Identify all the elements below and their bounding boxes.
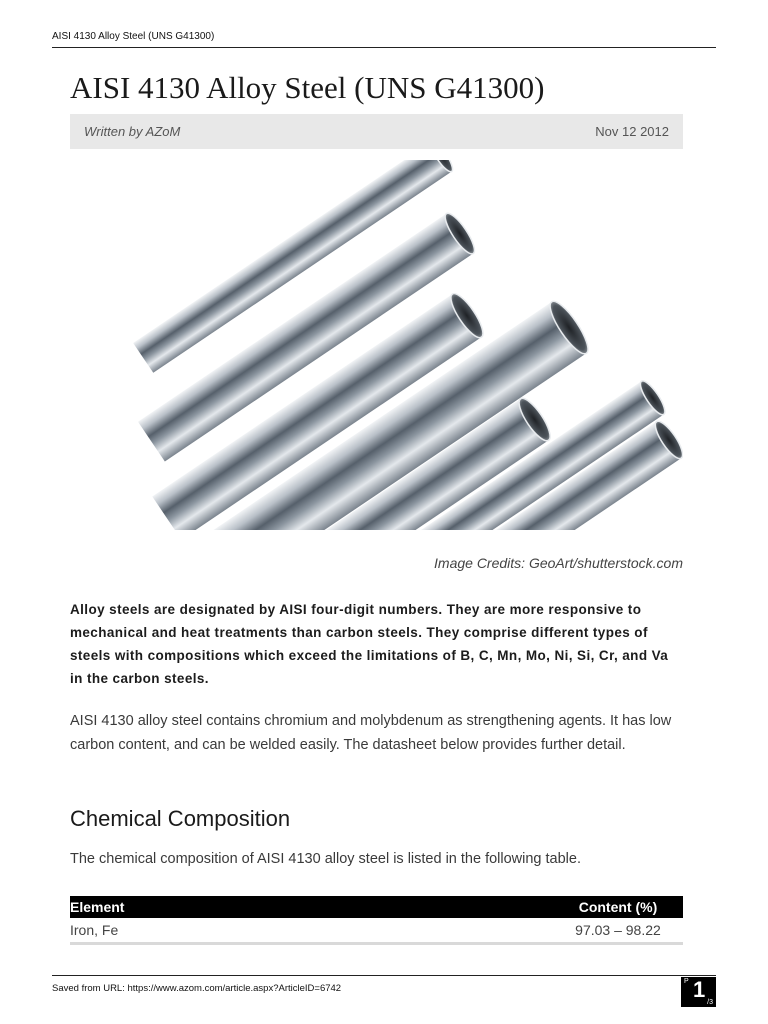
footer-divider (52, 975, 716, 976)
article-meta-bar (70, 114, 683, 149)
steel-tubes-image (70, 160, 683, 530)
running-header-title: AISI 4130 Alloy Steel (UNS G41300) (52, 31, 215, 42)
image-credit: Image Credits: GeoArt/shutterstock.com (434, 555, 683, 571)
section-heading: Chemical Composition (70, 806, 291, 831)
saved-from-url: Saved from URL: https://www.azom.com/article.aspx?ArticleID=6742 (52, 983, 342, 994)
page-total: /3 (707, 999, 713, 1006)
article-title: AISI 4130 Alloy Steel (UNS G41300) (70, 70, 545, 105)
composition-table (70, 896, 683, 945)
page-label: P (684, 978, 689, 985)
column-header-element: Element (70, 896, 553, 918)
header-divider (52, 47, 716, 48)
page-indicator (681, 977, 716, 1007)
article-author: Written by AZoM (84, 124, 181, 139)
cell-content: 97.03 – 98.22 (553, 918, 683, 944)
body-paragraph: AISI 4130 alloy steel contains chromium and molybdenum as strengthening agents. It has low carbon content, and can be welded easily. The datasheet below provides further detail. (70, 713, 672, 753)
cell-element: Iron, Fe (70, 918, 553, 944)
column-header-content: Content (%) (553, 896, 683, 918)
lead-paragraph: Alloy steels are designated by AISI four-digit numbers. They are more responsive to mechanical and heat treatments than carbon steels. They comprise different types of steels with compositions which exceed the limitations of B, C, Mn, Mo, Ni, Si, Cr, and Va in the carbon steels. (70, 602, 669, 686)
article-date: Nov 12 2012 (595, 124, 669, 139)
table-header-row (70, 896, 683, 918)
table-row (70, 918, 683, 944)
section-intro: The chemical composition of AISI 4130 alloy steel is listed in the following table. (70, 851, 581, 867)
page-number: 1 (693, 977, 706, 1002)
